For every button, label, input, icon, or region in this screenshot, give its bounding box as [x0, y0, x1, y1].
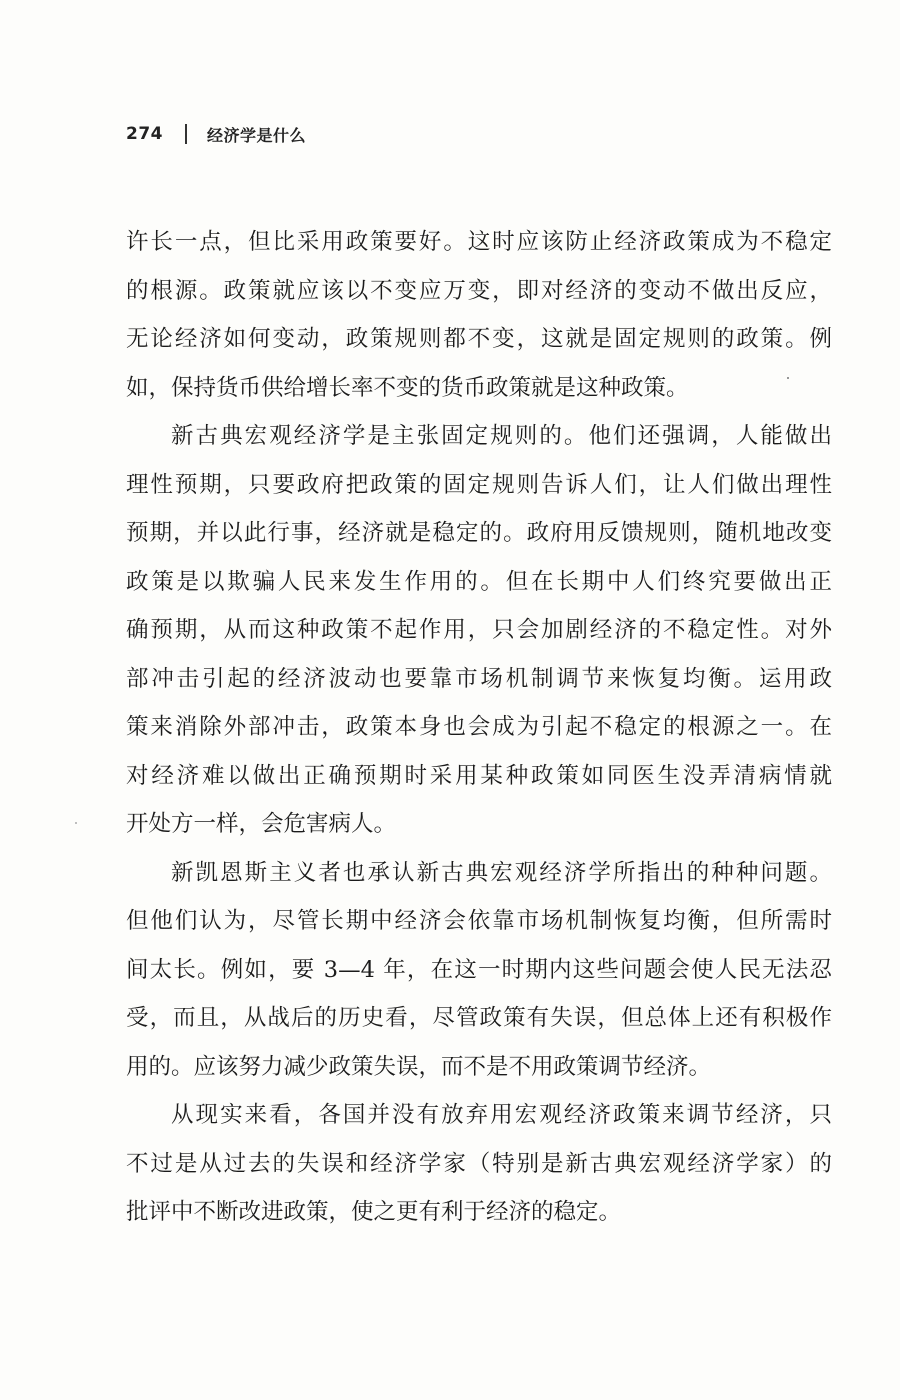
text-line: 如，保持货币供给增长率不变的货币政策就是这种政策。 [126, 374, 689, 401]
text-line: 不过是从过去的失误和经济学家（特别是新古典宏观经济学家）的 [126, 1150, 832, 1177]
text-line: 新凯恩斯主义者也承认新古典宏观经济学所指出的种种问题。 [171, 859, 832, 886]
text-line: 政策是以欺骗人民来发生作用的。但在长期中人们终究要做出正 [126, 568, 832, 595]
text-line: 部冲击引起的经济波动也要靠市场机制调节来恢复均衡。运用政 [126, 665, 832, 692]
text-line: 确预期，从而这种政策不起作用，只会加剧经济的不稳定性。对外 [126, 617, 832, 643]
text-line: 开处方一样，会危害病人。 [126, 811, 397, 837]
book-title: 经济学是什么 [207, 125, 307, 145]
header-separator [185, 124, 187, 144]
text-line: 用的。应该努力减少政策失误，而不是不用政策调节经济。 [126, 1053, 712, 1080]
text-line: 的根源。政策就应该以不变应万变，即对经济的变动不做出反应， [126, 277, 832, 304]
text-line: 对经济难以做出正确预期时采用某种政策如同医生没弄清病情就 [126, 762, 832, 789]
text-line: 策来消除外部冲击，政策本身也会成为引起不稳定的根源之一。在 [126, 714, 832, 740]
text-line: 许长一点，但比采用政策要好。这时应该防止经济政策成为不稳定 [126, 229, 832, 255]
body-text [126, 218, 832, 1237]
scan-speck [75, 822, 77, 824]
text-line: 理性预期，只要政府把政策的固定规则告诉人们，让人们做出理性 [126, 471, 832, 498]
text-line: 但他们认为，尽管长期中经济会依靠市场机制恢复均衡，但所需时 [126, 908, 832, 934]
text-line: 间太长。例如，要 3—4 年，在这一时期内这些问题会使人民无法忍 [126, 956, 832, 983]
text-line: 预期，并以此行事，经济就是稳定的。政府用反馈规则，随机地改变 [126, 520, 832, 546]
text-line: 批评中不断改进政策，使之更有利于经济的稳定。 [126, 1199, 622, 1225]
text-line: 无论经济如何变动，政策规则都不变，这就是固定规则的政策。例 [126, 326, 832, 352]
text-line: 新古典宏观经济学是主张固定规则的。他们还强调，人能做出 [171, 423, 832, 449]
scan-speck [787, 377, 789, 379]
text-line: 从现实来看，各国并没有放弃用宏观经济政策来调节经济，只 [171, 1102, 832, 1128]
text-line: 受，而且，从战后的历史看，尽管政策有失误，但总体上还有积极作 [126, 1005, 832, 1031]
running-header [126, 120, 306, 148]
page-number: 274 [126, 124, 163, 144]
